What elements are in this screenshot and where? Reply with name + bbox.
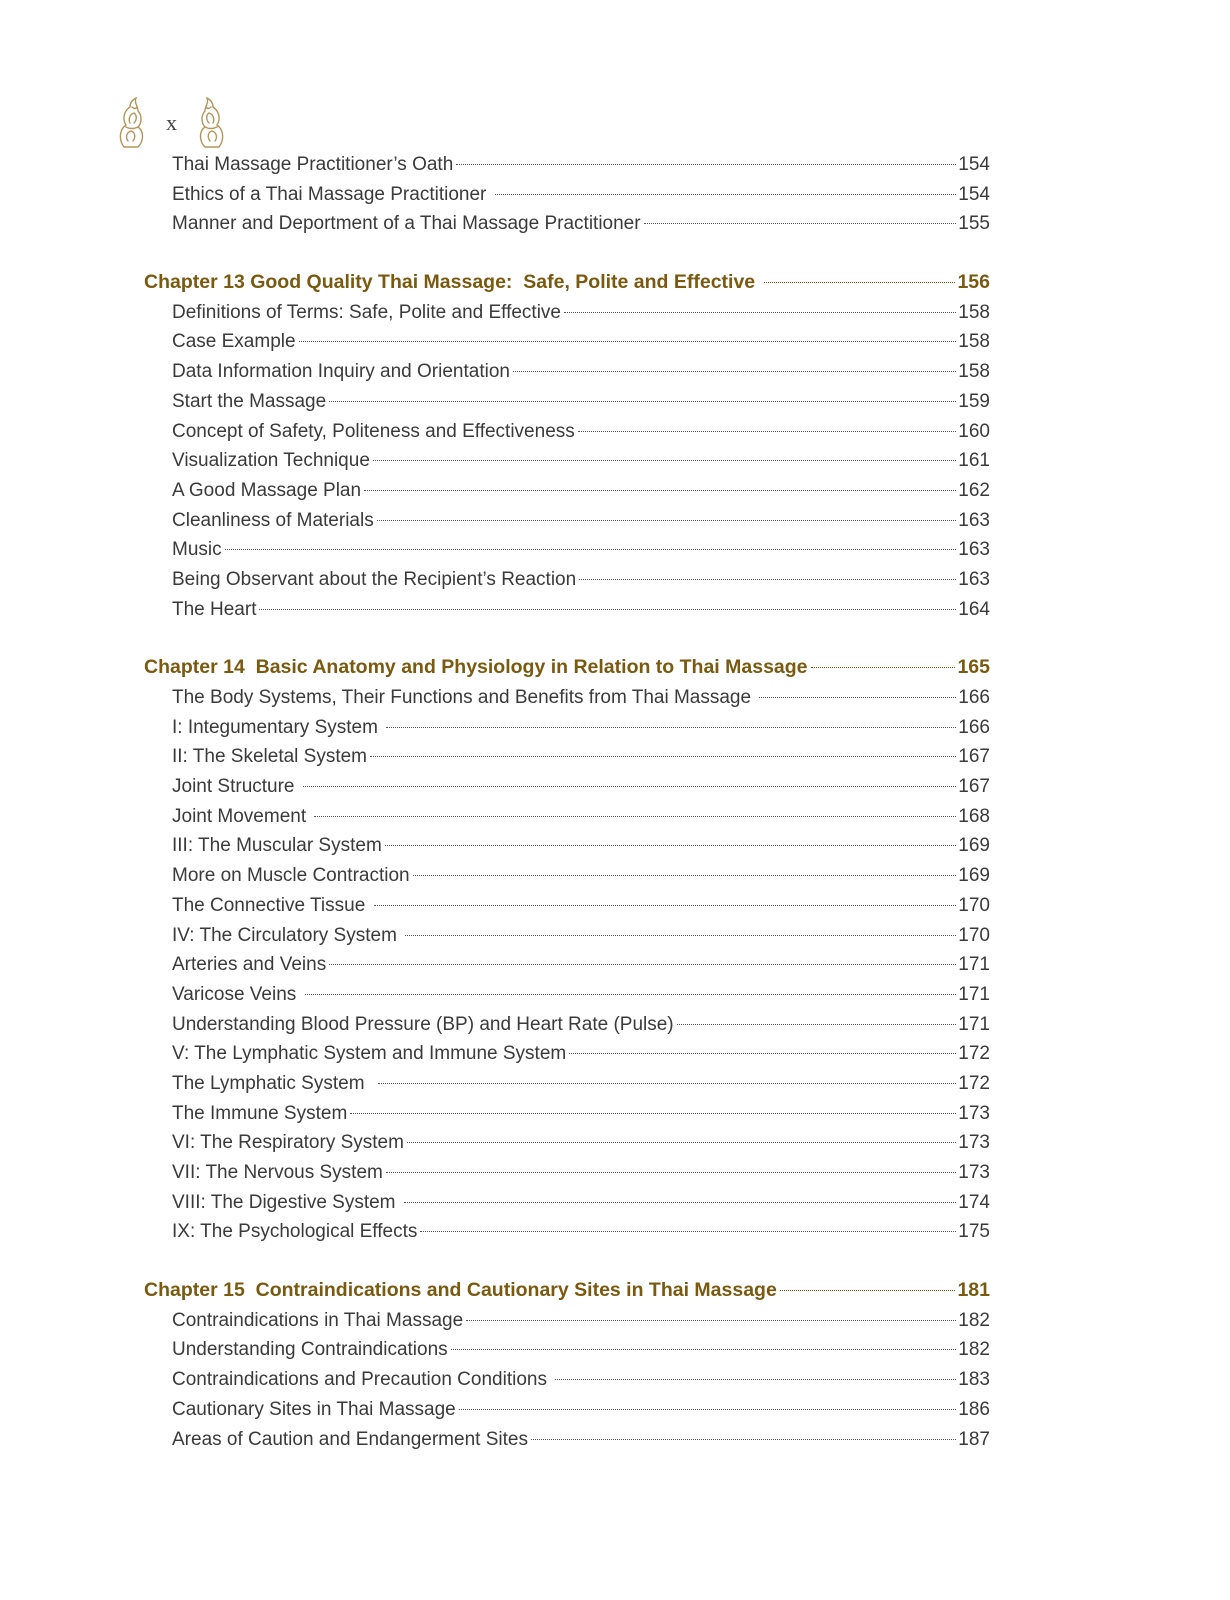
toc-entry-page: 161 — [958, 450, 990, 472]
toc-entry-page: 171 — [958, 983, 990, 1005]
toc-entry-title: Cautionary Sites in Thai Massage — [172, 1398, 456, 1420]
dot-leader — [495, 194, 957, 195]
toc-entry[interactable] — [0, 1128, 990, 1158]
toc-entry-page: 159 — [958, 390, 990, 412]
toc-entry-title: Cleanliness of Materials — [172, 509, 374, 531]
dot-leader — [420, 1231, 956, 1232]
toc-entry-title: VII: The Nervous System — [172, 1162, 383, 1183]
toc-entry-title: Ethics of a Thai Massage Practitioner — [172, 183, 492, 205]
toc-entry[interactable] — [0, 742, 990, 772]
dot-leader — [303, 786, 957, 787]
toc-entry-page: 182 — [958, 1309, 990, 1331]
toc-entry-title: Joint Movement — [172, 805, 312, 827]
toc-entry-page: 173 — [958, 1102, 990, 1124]
dot-leader — [578, 431, 957, 432]
dot-leader — [329, 964, 956, 965]
toc-entry-page: 172 — [958, 1043, 990, 1065]
dot-leader — [364, 490, 956, 491]
toc-entry-title: III: The Muscular System — [172, 835, 382, 857]
toc-entry-title: Understanding Contraindications — [172, 1339, 448, 1361]
toc-entry-page: 154 — [958, 154, 990, 175]
toc-entry[interactable] — [0, 1365, 990, 1395]
dot-leader — [466, 1320, 956, 1321]
toc-entry-title: IX: The Psychological Effects — [172, 1221, 418, 1243]
toc-entry-page: 169 — [958, 865, 990, 887]
dot-leader — [386, 1172, 956, 1173]
toc-entry-page: 163 — [958, 568, 990, 590]
toc-entry[interactable] — [0, 1335, 990, 1365]
page-header — [116, 96, 227, 150]
toc-entry-title: Visualization Technique — [172, 450, 370, 472]
dot-leader — [569, 1053, 956, 1054]
dot-leader — [385, 845, 957, 846]
chapter-heading-14[interactable] — [0, 653, 990, 683]
toc-entry-page: 173 — [958, 1162, 990, 1183]
toc-entry-title: The Body Systems, Their Functions and Benefits from Thai Massage — [172, 687, 757, 708]
toc-entry-title: Arteries and Veins — [172, 954, 327, 976]
toc-entry[interactable] — [0, 831, 990, 861]
toc-entry-page: 160 — [958, 420, 990, 442]
toc-entry[interactable] — [0, 950, 990, 980]
dot-leader — [451, 1349, 957, 1350]
dot-leader — [764, 282, 956, 283]
toc-entry[interactable] — [0, 327, 990, 357]
toc-entry[interactable] — [0, 1010, 990, 1040]
dot-leader — [780, 1290, 956, 1291]
dot-leader — [644, 223, 957, 224]
toc-entry-title: Data Information Inquiry and Orientation — [172, 361, 510, 383]
toc-entry[interactable] — [0, 180, 990, 210]
toc-entry[interactable] — [0, 595, 990, 625]
chapter-page: 156 — [957, 271, 990, 294]
toc-entry-title: Contraindications and Precaution Conditions — [172, 1369, 553, 1391]
dot-leader — [811, 667, 956, 668]
toc-entry-title: Varicose Veins — [172, 983, 302, 1005]
toc-entry-title: The Connective Tissue — [172, 894, 371, 916]
toc-entry[interactable] — [0, 1306, 990, 1336]
toc-entry-title: Contraindications in Thai Massage — [172, 1309, 464, 1331]
toc-entry-page: 168 — [958, 805, 990, 827]
toc-entry-title: More on Muscle Contraction — [172, 865, 410, 887]
toc-entry-title: Case Example — [172, 331, 296, 353]
toc-entry[interactable] — [0, 506, 990, 536]
toc-entry-page: 175 — [958, 1221, 990, 1243]
toc-entry-page: 172 — [958, 1072, 990, 1094]
dot-leader — [305, 994, 957, 995]
toc-entry-page: 158 — [958, 301, 990, 323]
toc-entry-page: 170 — [958, 924, 990, 946]
toc-entry-page: 163 — [958, 539, 990, 561]
dot-leader — [413, 875, 957, 876]
dot-leader — [377, 520, 957, 521]
chapter-title: Chapter 15 Contraindications and Cautionary Sites in Thai Massage — [144, 1279, 777, 1302]
chapter-heading-15[interactable] — [0, 1276, 990, 1306]
thai-flame-ornament-icon — [197, 97, 227, 149]
toc-entry-page: 163 — [958, 509, 990, 531]
toc-entry-page: 174 — [958, 1191, 990, 1213]
toc-entry[interactable] — [0, 535, 990, 565]
toc-entry[interactable] — [0, 802, 990, 832]
dot-leader — [564, 312, 956, 313]
toc-entry-page: 164 — [958, 598, 990, 620]
toc-entry-page: 154 — [958, 183, 990, 205]
toc-entry[interactable] — [0, 1425, 990, 1455]
toc-entry-page: 171 — [958, 954, 990, 976]
toc-entry-page: 182 — [958, 1339, 990, 1361]
toc-entry[interactable] — [0, 1099, 990, 1129]
dot-leader — [373, 460, 956, 461]
toc-entry[interactable] — [0, 298, 990, 328]
toc-entry[interactable] — [0, 417, 990, 447]
toc-entry-title: VIII: The Digestive System — [172, 1191, 401, 1213]
toc-entry-page: 183 — [958, 1369, 990, 1391]
dot-leader — [386, 727, 956, 728]
toc-entry-title: Areas of Caution and Endangerment Sites — [172, 1428, 528, 1450]
dot-leader — [759, 697, 956, 698]
thai-flame-ornament-icon — [116, 97, 146, 149]
toc-entry-title: Start the Massage — [172, 390, 327, 412]
dot-leader — [531, 1439, 956, 1440]
dot-leader — [579, 579, 956, 580]
toc-entry-page: 166 — [958, 687, 990, 708]
toc-entry-page: 170 — [958, 894, 990, 916]
dot-leader — [404, 1202, 957, 1203]
toc-entry[interactable] — [0, 387, 990, 417]
toc-entry[interactable] — [0, 772, 990, 802]
toc-entry-title: Music — [172, 539, 222, 561]
toc-entry-title: A Good Massage Plan — [172, 479, 362, 501]
toc-entry-title: V: The Lymphatic System and Immune System — [172, 1043, 567, 1065]
toc-entry-page: 186 — [958, 1398, 990, 1420]
toc-entry-page: 162 — [958, 479, 990, 501]
dot-leader — [513, 371, 956, 372]
toc-entry-title: The Heart — [172, 598, 257, 620]
dot-leader — [459, 1409, 957, 1410]
dot-leader — [374, 905, 957, 906]
toc-entry-page: 166 — [958, 716, 990, 738]
toc-entry[interactable] — [0, 1188, 990, 1218]
toc-entry-title: VI: The Respiratory System — [172, 1132, 404, 1154]
toc-entry[interactable] — [0, 476, 990, 506]
toc-entry-title: Joint Structure — [172, 776, 300, 798]
chapter-title: Chapter 14 Basic Anatomy and Physiology in Relation to Thai Massage — [144, 656, 808, 679]
dot-leader — [314, 816, 956, 817]
toc-entry[interactable] — [0, 209, 990, 239]
dot-leader — [456, 164, 956, 165]
toc-entry-page: 167 — [958, 776, 990, 798]
toc-entry[interactable] — [0, 921, 990, 951]
toc-entry[interactable] — [0, 565, 990, 595]
toc-entry[interactable] — [0, 150, 990, 180]
toc-entry-page: 171 — [958, 1013, 990, 1035]
page-number: x — [166, 110, 177, 135]
toc-entry-page: 169 — [958, 835, 990, 857]
toc-entry[interactable] — [0, 861, 990, 891]
dot-leader — [677, 1024, 957, 1025]
toc-entry-page: 187 — [958, 1428, 990, 1450]
dot-leader — [370, 756, 956, 757]
toc-entry-title: The Lymphatic System — [172, 1072, 376, 1094]
dot-leader — [407, 1142, 956, 1143]
toc-entry[interactable] — [0, 1069, 990, 1099]
toc-entry[interactable] — [0, 1217, 990, 1247]
chapter-title: Chapter 13 Good Quality Thai Massage: Safe, Polite and Effective — [144, 271, 761, 294]
toc-entry[interactable] — [0, 980, 990, 1010]
toc-entry-title: Thai Massage Practitioner’s Oath — [172, 154, 454, 175]
dot-leader — [405, 935, 956, 936]
chapter-page: 165 — [957, 656, 990, 679]
toc-entry[interactable] — [0, 357, 990, 387]
table-of-contents — [0, 150, 1230, 1454]
toc-entry-title: Definitions of Terms: Safe, Polite and Effective — [172, 301, 561, 323]
toc-entry-page: 155 — [958, 213, 990, 235]
dot-leader — [259, 609, 956, 610]
toc-entry-title: Being Observant about the Recipient’s Reaction — [172, 568, 577, 590]
toc-entry-page: 173 — [958, 1132, 990, 1154]
toc-entry-page: 167 — [958, 746, 990, 768]
toc-entry-page: 158 — [958, 331, 990, 353]
toc-entry-title: Concept of Safety, Politeness and Effectiveness — [172, 420, 575, 442]
dot-leader — [329, 401, 956, 402]
dot-leader — [299, 341, 957, 342]
toc-entry-title: Understanding Blood Pressure (BP) and Heart Rate (Pulse) — [172, 1013, 674, 1035]
dot-leader — [378, 1083, 956, 1084]
toc-entry[interactable] — [0, 1395, 990, 1425]
toc-entry-title: Manner and Deportment of a Thai Massage Practitioner — [172, 213, 641, 235]
toc-entry-page: 158 — [958, 361, 990, 383]
toc-entry[interactable] — [0, 891, 990, 921]
toc-entry-title: II: The Skeletal System — [172, 746, 368, 768]
toc-entry[interactable] — [0, 1039, 990, 1069]
dot-leader — [350, 1113, 956, 1114]
chapter-page: 181 — [957, 1279, 990, 1302]
toc-entry-title: The Immune System — [172, 1102, 348, 1124]
toc-entry-title: I: Integumentary System — [172, 716, 384, 738]
toc-entry[interactable] — [0, 1158, 990, 1188]
toc-entry-title: IV: The Circulatory System — [172, 924, 403, 946]
chapter-heading-13[interactable] — [0, 268, 990, 298]
toc-entry[interactable] — [0, 683, 990, 713]
dot-leader — [555, 1379, 956, 1380]
toc-entry[interactable] — [0, 446, 990, 476]
dot-leader — [225, 549, 957, 550]
toc-entry[interactable] — [0, 713, 990, 743]
